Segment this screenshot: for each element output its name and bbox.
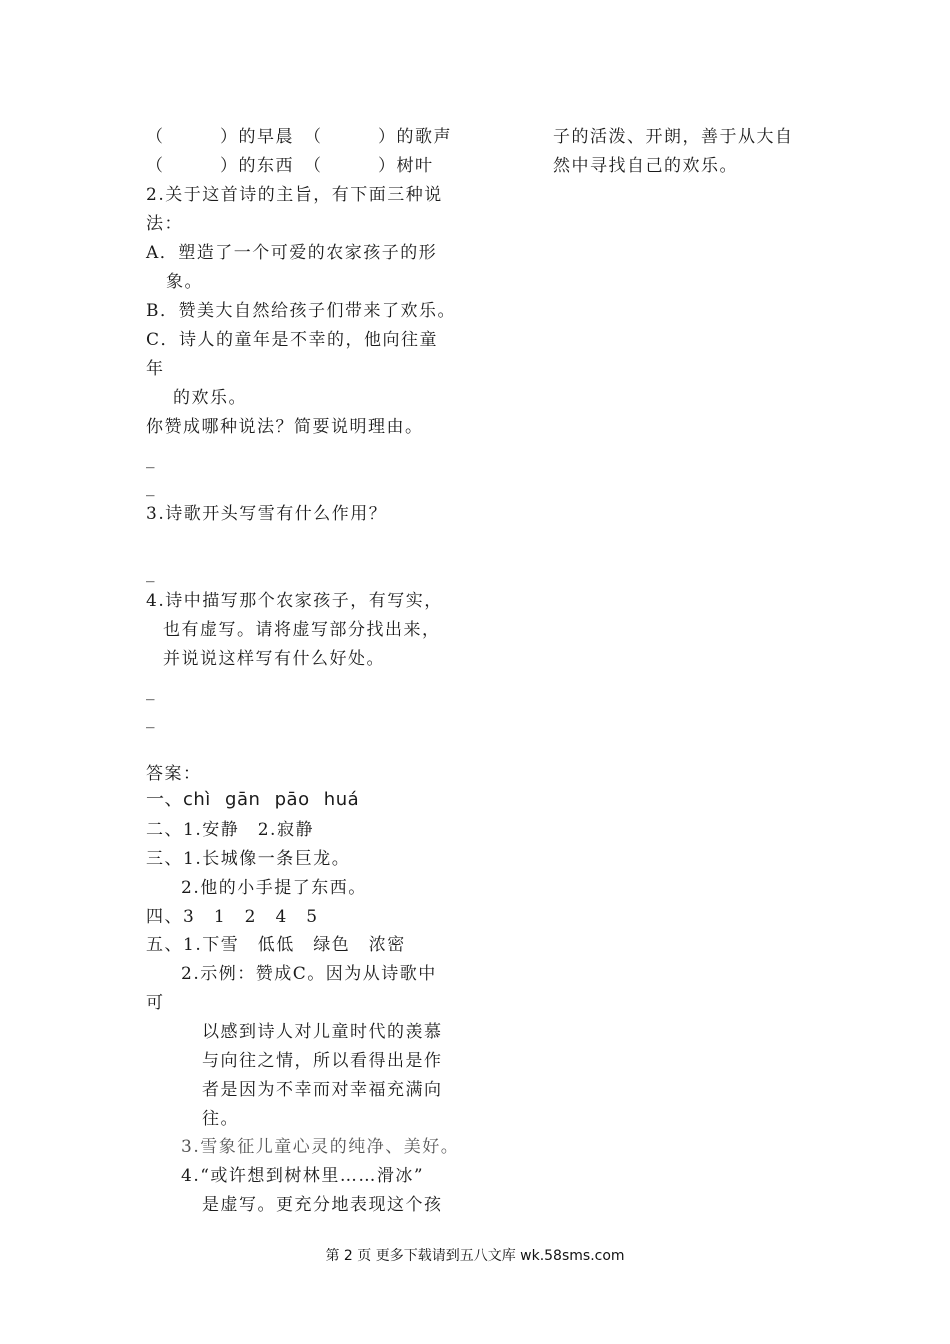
text-line: 也有虚写。请将虚写部分找出来， bbox=[163, 620, 441, 640]
text-line: 年 bbox=[146, 359, 165, 379]
pinyin-text: 一、chì gān pāo huá bbox=[146, 789, 360, 810]
answer-line: 与向往之情，所以看得出是作 bbox=[202, 1051, 443, 1071]
text-line: _ bbox=[146, 709, 156, 729]
answer-line: 4.“或许想到树林里……滑冰” bbox=[181, 1166, 425, 1186]
text-line: C．诗人的童年是不幸的，他向往童 bbox=[146, 330, 439, 350]
answer-line: 3.雪象征儿童心灵的纯净、美好。 bbox=[181, 1137, 460, 1157]
text-line: _ bbox=[146, 563, 156, 583]
text-line: A．塑造了一个可爱的农家孩子的形 bbox=[146, 243, 438, 263]
answer-line: 2.他的小手提了东西。 bbox=[181, 878, 367, 898]
text-line: 答案： bbox=[146, 764, 202, 784]
answer-line: 二、1.安静 2.寂静 bbox=[146, 820, 314, 840]
text-line: 3.诗歌开头写雪有什么作用？ bbox=[146, 504, 388, 524]
text-line: _ bbox=[146, 477, 156, 497]
answer-line: 可 bbox=[146, 993, 165, 1013]
text-line: B．赞美大自然给孩子们带来了欢乐。 bbox=[146, 301, 456, 321]
page-footer: 第 2 页 更多下载请到五八文库 wk.58sms.com bbox=[325, 1248, 625, 1264]
text-line: _ bbox=[146, 681, 156, 701]
answer-line: 往。 bbox=[202, 1109, 239, 1129]
text-line: 并说说这样写有什么好处。 bbox=[163, 649, 385, 669]
text-line: 子的活泼、开朗，善于从大自 bbox=[553, 127, 794, 147]
text-line: 象。 bbox=[166, 272, 203, 292]
answer-line: 三、1.长城像一条巨龙。 bbox=[146, 849, 351, 869]
text-line: 法： bbox=[146, 214, 183, 234]
text-line: 的欢乐。 bbox=[173, 388, 247, 408]
answer-line: 五、1.下雪 低低 绿色 浓密 bbox=[146, 935, 406, 955]
answer-line: 2.示例：赞成C。因为从诗歌中 bbox=[181, 964, 437, 984]
text-line: 2.关于这首诗的主旨，有下面三种说 bbox=[146, 185, 443, 205]
answer-line: 是虚写。更充分地表现这个孩 bbox=[202, 1195, 443, 1215]
text-line: （ ）的早晨 （ ）的歌声 bbox=[146, 127, 452, 147]
text-line: 你赞成哪种说法？简要说明理由。 bbox=[146, 417, 424, 437]
answer-line: 四、3 1 2 4 5 bbox=[146, 907, 319, 927]
text-line: _ bbox=[146, 449, 156, 469]
text-line: 然中寻找自己的欢乐。 bbox=[553, 156, 738, 176]
text-line: （ ）的东西 （ ）树叶 bbox=[146, 156, 434, 176]
answer-line: 者是因为不幸而对幸福充满向 bbox=[202, 1080, 443, 1100]
answer-line: 以感到诗人对儿童时代的羡慕 bbox=[202, 1022, 443, 1042]
text-line: 4.诗中描写那个农家孩子，有写实， bbox=[146, 591, 443, 611]
